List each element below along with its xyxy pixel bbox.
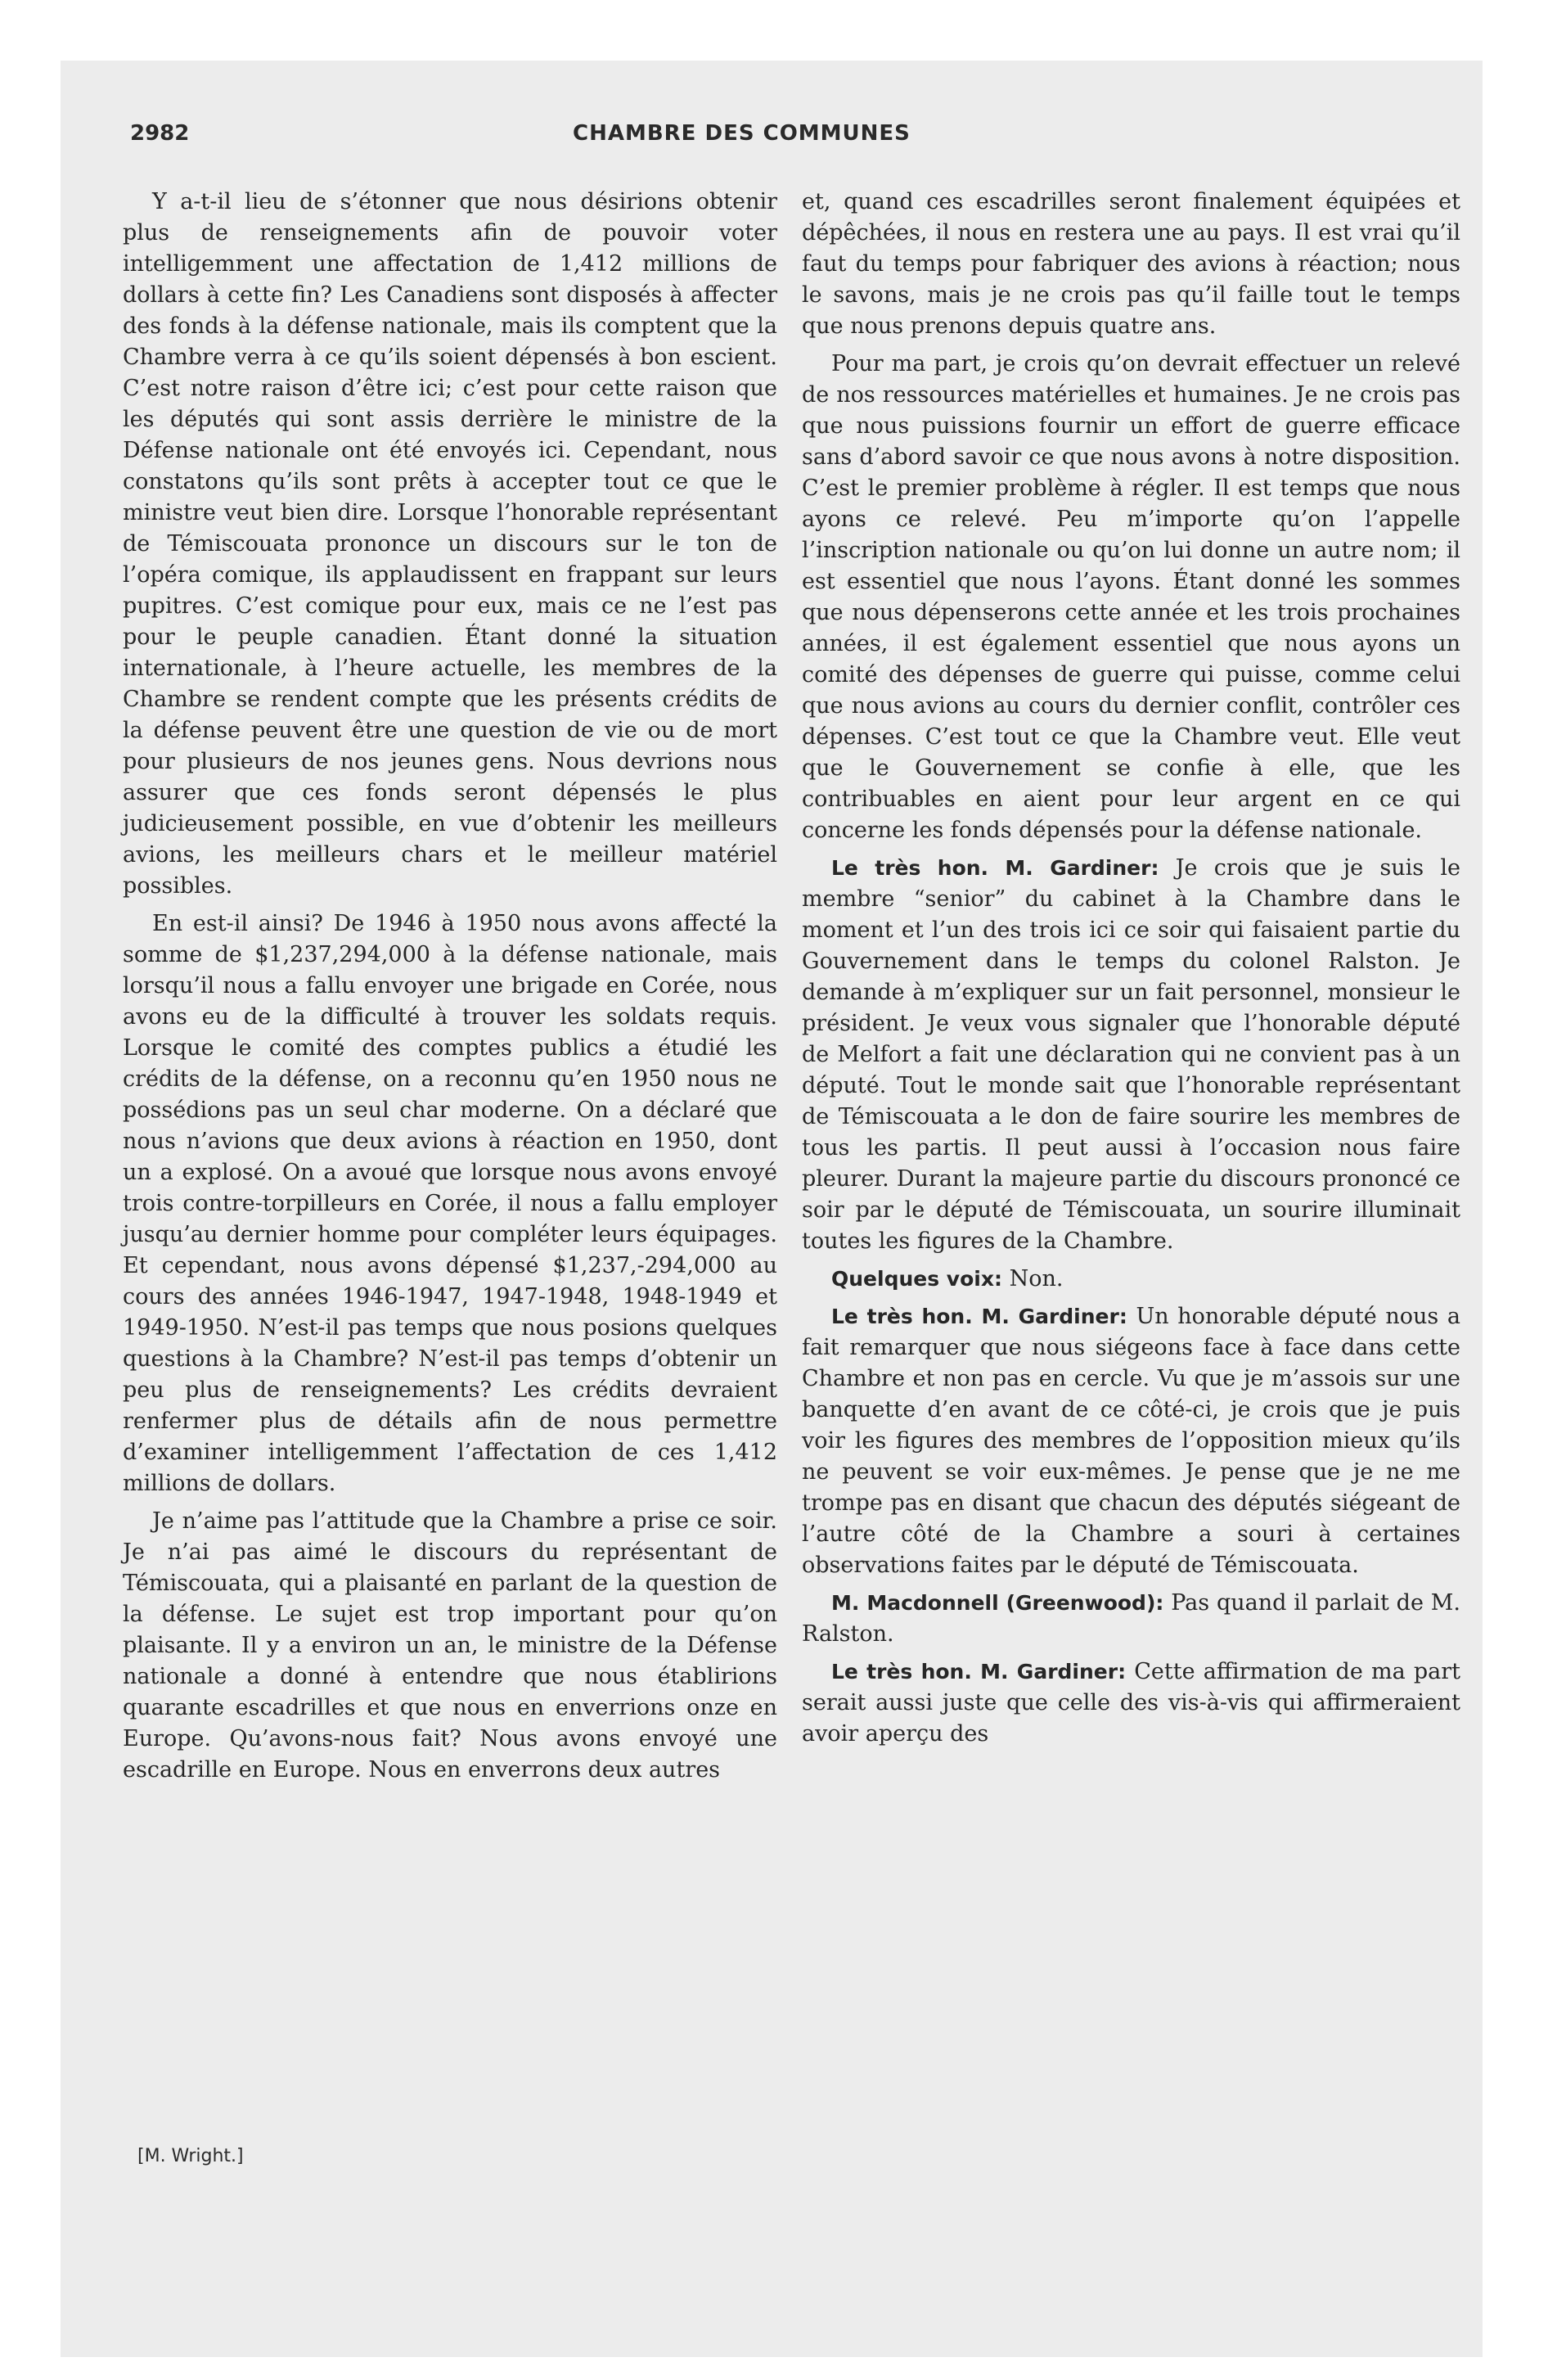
speech-quelques-voix <box>802 1264 1460 1295</box>
left-paragraph-3: Je n’aime pas l’attitude que la Chambre a prise ce soir. Je n’ai pas aimé le discours du représentant de Témiscouata, qui a plaisanté en parlant de la question de la défense. Le sujet est trop important pour qu’on plaisante. Il y a environ un an, le ministre de la Défense nationale a donné à entendre que nous établirions quarante escadrilles et que nous en enverrions onze en Europe. Qu’avons-nous fait? Nous avons envoyé une escadrille en Europe. Nous en enverrons deux autres <box>123 1508 777 1783</box>
speaker-label: Quelques voix: <box>831 1267 1002 1291</box>
right-column <box>802 187 1460 1756</box>
speech-text: Un honorable député nous a fait remarquer que nous siégeons face à face dans cette Chambre et non pas en cercle. Vu que je m’assois sur une banquette d’en avant de ce côté-ci, je crois que je puis voir les figures des membres de l’opposition mieux qu’ils ne peuvent se voir eux-mêmes. Je pense que je ne me trompe pas en disant que chacun des députés siégeant de l’autre côté de la Chambre a souri à certaines observations faites par le député de Témiscouata. <box>802 1304 1460 1578</box>
footer-speaker-note: [M. Wright.] <box>137 2146 244 2166</box>
page-number: 2982 <box>130 121 190 146</box>
speaker-label: Le très hon. M. Gardiner: <box>831 1660 1127 1684</box>
speech-text: Non. <box>1009 1266 1064 1291</box>
speech-macdonnell <box>802 1588 1460 1650</box>
speaker-label: Le très hon. M. Gardiner: <box>831 1305 1127 1328</box>
left-paragraph-2: En est-il ainsi? De 1946 à 1950 nous avons affecté la somme de $1,237,294,000 à la défense nationale, mais lorsqu’il nous a fallu envoyer une brigade en Corée, nous avons eu de la difficulté à trouver les soldats requis. Lorsque le comité des comptes publics a étudié les crédits de la défense, on a reconnu qu’en 1950 nous ne possédions pas un seul char moderne. On a déclaré que nous n’avions que deux avions à réaction en 1950, dont un a explosé. On a avoué que lorsque nous avons envoyé trois contre-torpilleurs en Corée, il nous a fallu employer jusqu’au dernier homme pour compléter leurs équipages. Et cependant, nous avons dépensé $1,237,-294,000 au cours des années 1946-1947, 1947-1948, 1948-1949 et 1949-1950. N’est-il pas temps que nous posions quelques questions à la Chambre? N’est-il pas temps d’obtenir un peu plus de renseignements? Les crédits devraient renfermer plus de détails afin de nous permettre d’examiner intelligemment l’affectation de ces 1,412 millions de dollars. <box>123 911 777 1496</box>
speech-text: Cette affirmation de ma part serait aussi juste que celle des vis-à-vis qui affirmeraient avoir aperçu des <box>802 1659 1460 1747</box>
right-continuation-paragraph: et, quand ces escadrilles seront finalement équipées et dépêchées, il nous en restera une au pays. Il est vrai qu’il faut du temps pour fabriquer des avions à réaction; nous le savons, mais je ne crois pas qu’il faille tout le temps que nous prenons depuis quatre ans. <box>802 189 1460 339</box>
speaker-label: M. Macdonnell (Greenwood): <box>831 1591 1164 1615</box>
right-paragraph-2: Pour ma part, je crois qu’on devrait effectuer un relevé de nos ressources matérielles et humaines. Je ne crois pas que nous puissions fournir un effort de guerre efficace sans d’abord savoir ce que nous avons à notre disposition. C’est le premier problème à régler. Il est temps que nous ayons ce relevé. Peu m’importe qu’on l’appelle l’inscription nationale ou qu’on lui donne un autre nom; il est essentiel que nous l’ayons. Étant donné les sommes que nous dépenserons cette année et les trois prochaines années, il est également essentiel que nous ayons un comité des dépenses de guerre qui puisse, comme celui que nous avions au cours du dernier conflit, contrôler ces dépenses. C’est tout ce que la Chambre veut. Elle veut que le Gouvernement se confie à elle, que les contribuables en aient pour leur argent en ce qui concerne les fonds dépensés pour la défense nationale. <box>802 351 1460 843</box>
speech-text: Pas quand il parlait de M. Ralston. <box>802 1590 1461 1647</box>
speech-gardiner-1 <box>802 853 1460 1257</box>
speaker-label: Le très hon. M. Gardiner: <box>831 856 1159 880</box>
speech-gardiner-2 <box>802 1301 1460 1581</box>
speech-text: Je crois que je suis le membre “senior” du cabinet à la Chambre dans le moment et l’un des trois ici ce soir qui faisaient partie du Gouvernement dans le temps du colonel Ralston. Je demande à m’expliquer sur un fait personnel, monsieur le président. Je veux vous signaler que l’honorable député de Melfort a fait une déclaration qui ne convient pas à un député. Tout le monde sait que l’honorable représentant de Témiscouata a le don de faire sourire les membres de tous les partis. Il peut aussi à l’occasion nous faire pleurer. Durant la majeure partie du discours prononcé ce soir par le député de Témiscouata, un sourire illuminait toutes les figures de la Chambre. <box>802 855 1460 1254</box>
left-column <box>123 187 777 1792</box>
running-head-title: CHAMBRE DES COMMUNES <box>573 121 911 146</box>
left-paragraph-1: Y a-t-il lieu de s’étonner que nous désirions obtenir plus de renseignements afin de pouvoir voter intelligemment une affectation de 1,412 millions de dollars à cette fin? Les Canadiens sont disposés à affecter des fonds à la défense nationale, mais ils comptent que la Chambre verra à ce qu’ils soient dépensés à bon escient. C’est notre raison d’être ici; c’est pour cette raison que les députés qui sont assis derrière le ministre de la Défense nationale ont été envoyés ici. Cependant, nous constatons qu’ils sont prêts à accepter tout ce que le ministre veut bien dire. Lorsque l’honorable représentant de Témiscouata prononce un discours sur le ton de l’opéra comique, ils applaudissent en frappant sur leurs pupitres. C’est comique pour eux, mais ce ne l’est pas pour le peuple canadien. Étant donné la situation internationale, à l’heure actuelle, les membres de la Chambre se rendent compte que les présents crédits de la défense peuvent être une question de vie ou de mort pour plusieurs de nos jeunes gens. Nous devrions nous assurer que ces fonds seront dépensés le plus judicieusement possible, en vue d’obtenir les meilleurs avions, les meilleurs chars et le meilleur matériel possibles. <box>123 189 777 899</box>
speech-gardiner-3 <box>802 1657 1460 1750</box>
